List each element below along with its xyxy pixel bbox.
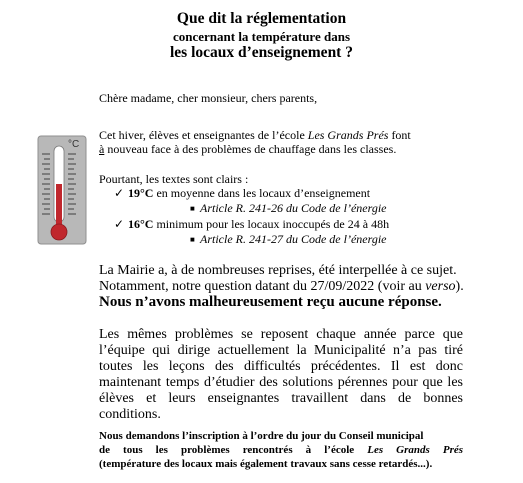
bullet-icon: ■ xyxy=(190,235,195,244)
rules-heading: Pourtant, les textes sont clairs : xyxy=(99,172,249,186)
intro-line-2: à nouveau face à des problèmes de chauffage dans les classes. xyxy=(99,142,397,156)
rule-item-1: ✓ 19°C en moyenne dans les locaux d’enseignement xyxy=(114,186,371,200)
thermometer-unit-label: °C xyxy=(68,139,80,150)
intro-line-1: Cet hiver, élèves et enseignantes de l’école Les Grands Prés font xyxy=(99,128,411,142)
checkmark-icon: ✓ xyxy=(114,217,125,231)
thermometer-icon xyxy=(35,134,93,248)
problems-paragraph: Les mêmes problèmes se reposent chaque année parce que l’équipe qui dirige actuellement la Municipalité n’a pas tiré toutes les leçons des difficultés précédentes. Il est donc maintenant temps d’étudier des solutions pérennes pour que les élèves et leurs enseignantes travaillent dans de bonnes conditions. xyxy=(99,327,463,422)
rule-article-2: ■ Article R. 241-27 du Code de l’énergie xyxy=(190,232,387,246)
rule-value: 19°C xyxy=(128,186,154,200)
title-line-3: les locaux d’enseignement ? xyxy=(170,44,353,61)
rule-value: 16°C xyxy=(128,217,154,231)
intro-paragraph xyxy=(99,128,429,156)
title-line-2: concernant la température dans xyxy=(172,29,351,44)
mairie-line-2: Notamment, notre question datant du 27/09/2022 (voir au verso). xyxy=(99,279,464,294)
no-response-notice: Nous n’avons malheureusement reçu aucune réponse. xyxy=(99,294,442,310)
rule-item-2: ✓ 16°C minimum pour les locaux inoccupés de 24 à 48h xyxy=(114,217,390,231)
demand-line-3: (température des locaux mais également travaux sans cesse retardés...). xyxy=(99,458,433,470)
bullet-icon: ■ xyxy=(190,204,195,213)
greeting: Chère madame, cher monsieur, chers parents, xyxy=(99,91,318,105)
mairie-line-1: La Mairie a, à de nombreuses reprises, été interpellée à ce sujet. xyxy=(99,263,457,278)
title-line-1: Que dit la réglementation xyxy=(176,10,347,27)
demand-line-1: Nous demandons l’inscription à l’ordre du jour du Conseil municipal xyxy=(99,430,424,442)
rule-article-1: ■ Article R. 241-26 du Code de l’énergie xyxy=(190,201,387,215)
checkmark-icon: ✓ xyxy=(114,186,125,200)
school-name: Les Grands Prés xyxy=(307,128,389,142)
demand-line-2: de tous les problèmes rencontrés à l’école Les Grands Prés xyxy=(99,444,464,456)
